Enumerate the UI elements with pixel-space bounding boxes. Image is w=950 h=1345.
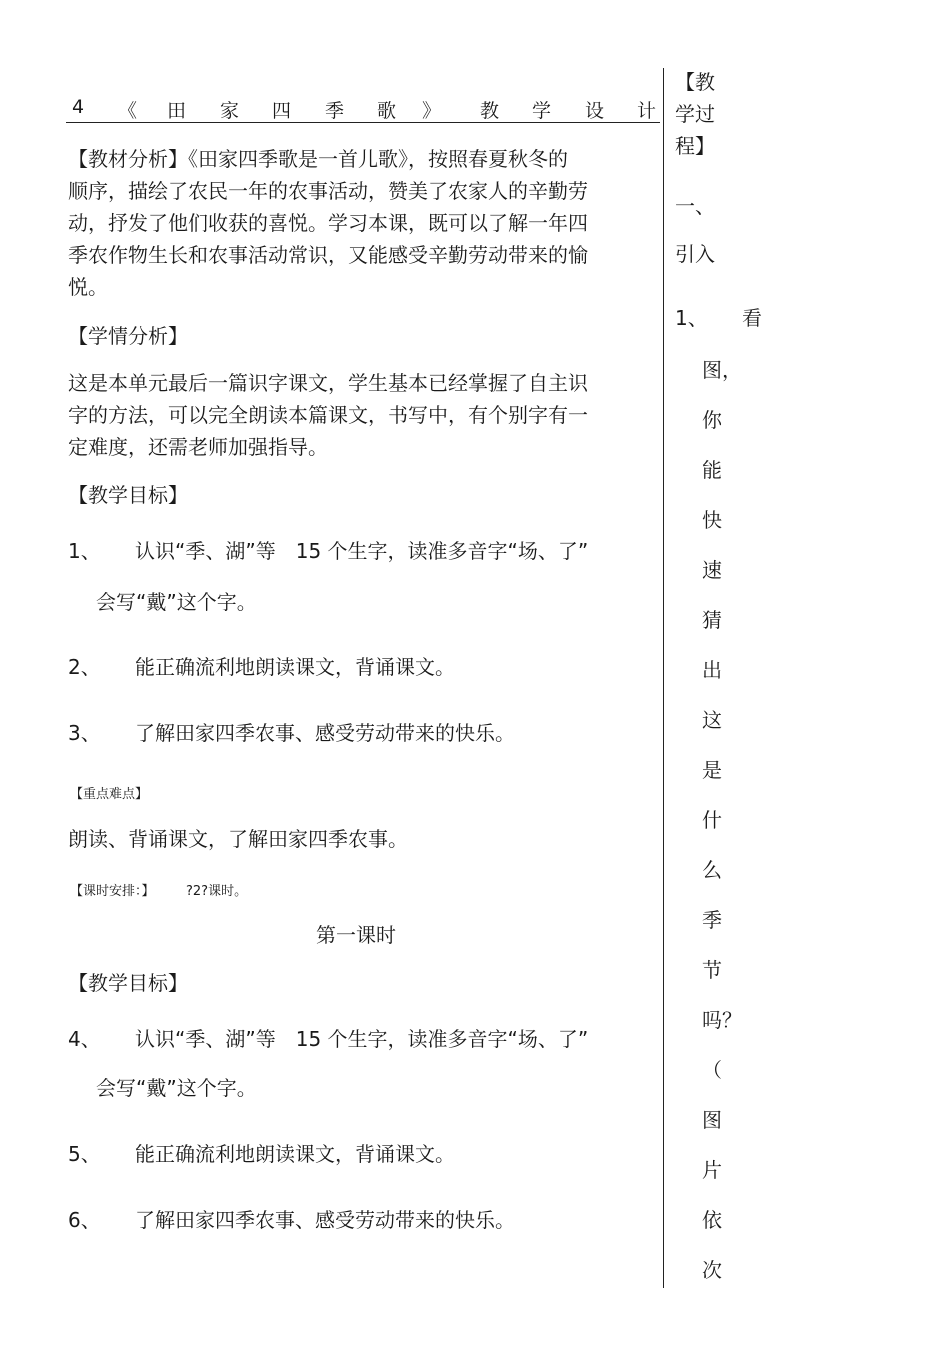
goal-number: 2、 <box>68 655 101 679</box>
key-points-heading: 【重点难点】 <box>70 787 149 802</box>
title-char: 四 <box>272 100 292 122</box>
section-title: 引入 <box>675 242 715 266</box>
title-char: 家 <box>220 100 240 122</box>
process-heading <box>675 66 715 162</box>
vertical-char: 吗？ <box>702 1008 742 1032</box>
vertical-char: 你 <box>702 408 722 432</box>
column-divider <box>663 68 664 1288</box>
goal-number: 4、 <box>68 1027 101 1051</box>
vertical-char: 节 <box>702 958 722 982</box>
vertical-char: 图， <box>702 358 742 382</box>
goal-text: 了解田家四季农事、感受劳动带来的快乐。 <box>135 721 515 745</box>
vertical-char: （ <box>702 1058 722 1082</box>
document-title <box>0 96 660 122</box>
schedule-value: ?2?课时。 <box>186 884 248 899</box>
vertical-char: 次 <box>702 1258 722 1282</box>
learner-analysis <box>68 367 588 463</box>
goals-heading: 【教学目标】 <box>68 483 188 507</box>
process-heading-line: 程】 <box>675 134 715 158</box>
title-char: 教 <box>480 100 500 122</box>
paragraph-line: 顺序，描绘了农民一年的农事活动，赞美了农家人的辛勤劳 <box>68 179 588 203</box>
paragraph-line: 这是本单元最后一篇识字课文，学生基本已经掌握了自主识 <box>68 371 588 395</box>
vertical-char: 片 <box>702 1158 722 1182</box>
title-char: 计 <box>637 100 657 122</box>
vertical-char: 这 <box>702 708 722 732</box>
title-close-bracket: 》 <box>422 100 442 122</box>
goal-number: 3、 <box>68 721 101 745</box>
goal-text: 认识“季、湖”等 15 个生字，读准多音字“场、了” <box>135 1027 589 1051</box>
vertical-char: 速 <box>702 558 722 582</box>
paragraph-line: 【教材分析】《田家四季歌是一首儿歌》，按照春夏秋冬的 <box>68 147 568 171</box>
goal-text-continued: 会写“戴”这个字。 <box>96 590 257 614</box>
goal-number: 5、 <box>68 1142 101 1166</box>
vertical-char: 依 <box>702 1208 722 1232</box>
goal-number: 6、 <box>68 1208 101 1232</box>
goal-text-continued: 会写“戴”这个字。 <box>96 1076 257 1100</box>
vertical-char: 猜 <box>702 608 722 632</box>
schedule-label: 【课时安排：】 <box>70 884 155 899</box>
material-analysis <box>68 143 588 303</box>
paragraph-line: 定难度，还需老师加强指导。 <box>68 435 328 459</box>
lesson-heading: 第一课时 <box>316 923 396 947</box>
goal-text: 了解田家四季农事、感受劳动带来的快乐。 <box>135 1208 515 1232</box>
section-number: 一、 <box>675 194 715 218</box>
paragraph-line: 季农作物生长和农事活动常识，又能感受辛勤劳动带来的愉 <box>68 243 588 267</box>
vertical-char: 什 <box>702 808 722 832</box>
paragraph-line: 悦。 <box>68 275 108 299</box>
title-number: 4 <box>72 96 85 118</box>
goal-text: 能正确流利地朗读课文，背诵课文。 <box>135 655 455 679</box>
title-char: 田 <box>167 100 187 122</box>
paragraph-line: 字的方法，可以完全朗读本篇课文，书写中，有个别字有一 <box>68 403 588 427</box>
key-points-text: 朗读、背诵课文，了解田家四季农事。 <box>68 827 408 851</box>
title-char: 学 <box>532 100 552 122</box>
vertical-char: 季 <box>702 908 722 932</box>
vertical-char: 快 <box>702 508 722 532</box>
learner-heading: 【学情分析】 <box>68 324 188 348</box>
vertical-char: 图 <box>702 1108 722 1132</box>
title-underline <box>66 122 660 123</box>
paragraph-line: 动，抒发了他们收获的喜悦。学习本课，既可以了解一年四 <box>68 211 588 235</box>
vertical-char: 么 <box>702 858 722 882</box>
goal-number: 1、 <box>68 539 101 563</box>
goals-heading: 【教学目标】 <box>68 971 188 995</box>
vertical-char: 出 <box>702 658 722 682</box>
title-char: 歌 <box>377 100 397 122</box>
vertical-char: 能 <box>702 458 722 482</box>
title-char: 设 <box>585 100 605 122</box>
goal-text: 能正确流利地朗读课文，背诵课文。 <box>135 1142 455 1166</box>
vertical-char: 是 <box>702 758 722 782</box>
goal-text: 认识“季、湖”等 15 个生字，读准多音字“场、了” <box>135 539 589 563</box>
process-heading-line: 【教 <box>675 70 715 94</box>
process-heading-line: 学过 <box>675 102 715 126</box>
title-open-bracket: 《 <box>118 100 138 122</box>
step-first-char: 看 <box>742 306 762 330</box>
step-number: 1、 <box>675 306 708 330</box>
title-char: 季 <box>325 100 345 122</box>
